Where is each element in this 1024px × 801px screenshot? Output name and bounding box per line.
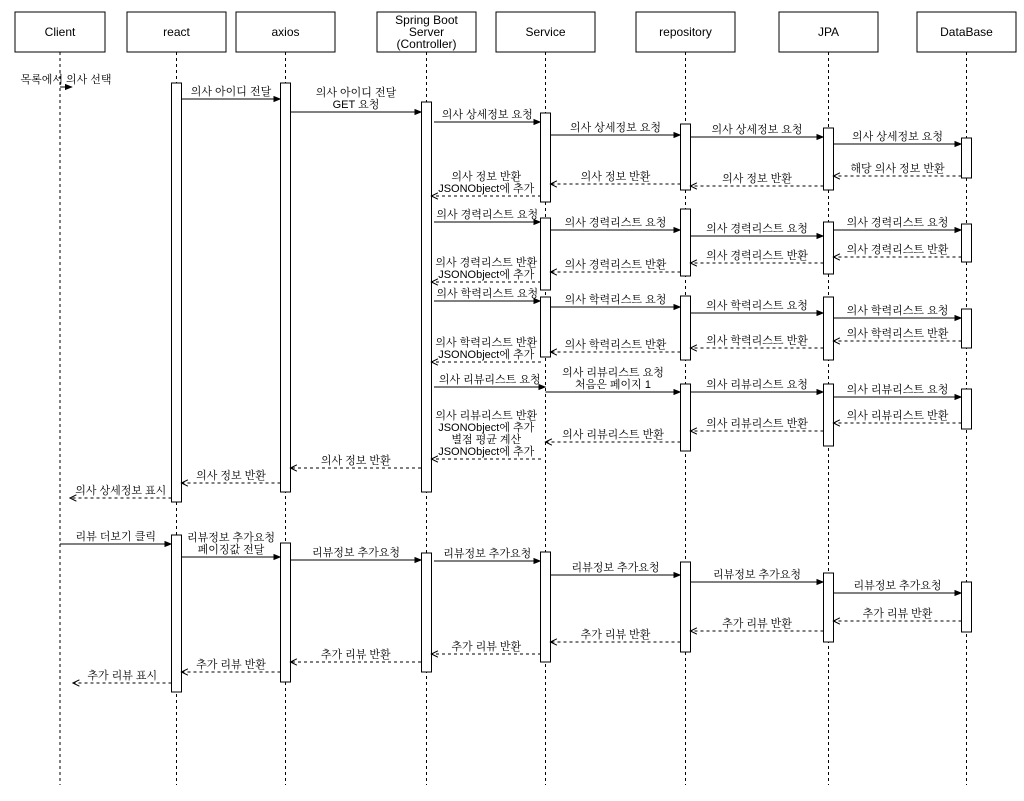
activation-bar-service	[541, 297, 551, 357]
message-13	[551, 215, 681, 230]
message-11	[432, 169, 542, 196]
message-label: 추가 리뷰 반환	[722, 618, 792, 630]
message-7	[834, 129, 962, 144]
message-label: 의사 경력리스트 요청	[706, 223, 808, 235]
message-label: 목록에서 의사 선택	[20, 74, 112, 86]
message-5	[551, 120, 681, 135]
participant-database	[917, 12, 1016, 52]
message-23	[834, 303, 962, 318]
message-20	[434, 286, 541, 301]
message-label: 의사 리뷰리스트 반환	[846, 410, 949, 422]
activation-bar-service	[541, 218, 551, 290]
message-40	[182, 530, 281, 557]
message-49	[432, 639, 542, 654]
message-label: 의사 경력리스트 요청	[436, 209, 539, 221]
message-18	[551, 257, 681, 272]
message-4	[434, 107, 541, 122]
activation-bar-jpa	[824, 384, 834, 446]
message-label: JSONObject에 추가	[438, 349, 535, 361]
message-28	[434, 372, 546, 387]
message-label: 의사 학력리스트 요청	[846, 305, 949, 317]
participant-label: (Controller)	[396, 37, 457, 51]
message-48	[551, 627, 681, 642]
activation-bar-react	[172, 83, 182, 502]
activation-bar-repository	[681, 124, 691, 190]
message-label: JSONObject에 추가	[438, 422, 535, 434]
message-label: 의사 학력리스트 반환	[564, 339, 667, 351]
message-29	[546, 365, 681, 392]
message-label: 추가 리뷰 반환	[451, 641, 522, 653]
message-label: 의사 경력리스트 반환	[706, 250, 808, 262]
message-label: 의사 경력리스트 반환	[435, 257, 538, 269]
message-label: 의사 학력리스트 반환	[435, 337, 538, 349]
message-label: 의사 리뷰리스트 요청	[706, 379, 808, 391]
participant-react	[127, 12, 226, 52]
message-9	[691, 171, 824, 186]
message-label: 의사 정보 반환	[320, 455, 391, 467]
participant-label: Spring Boot	[395, 13, 458, 27]
activation-bar-repository	[681, 562, 691, 652]
participant-label: Server	[408, 25, 445, 39]
message-22	[691, 298, 824, 313]
message-33	[691, 416, 824, 431]
message-42	[434, 546, 541, 561]
message-label: 해당 의사 정보 반환	[850, 163, 945, 175]
participant-label: repository	[659, 25, 712, 39]
message-label: 리뷰정보 추가요청	[853, 580, 942, 592]
activation-bar-database	[962, 582, 972, 632]
message-label: 추가 리뷰 표시	[87, 670, 158, 682]
message-32	[834, 408, 962, 423]
message-30	[691, 377, 824, 392]
message-41	[291, 545, 422, 560]
message-label: 의사 상세정보 표시	[75, 485, 167, 497]
message-label: 추가 리뷰 반환	[862, 608, 933, 620]
message-label: 페이징값 전달	[197, 544, 265, 556]
message-35	[432, 408, 542, 459]
message-44	[691, 567, 824, 582]
message-10	[551, 169, 681, 184]
message-21	[551, 292, 681, 307]
message-label: 추가 리뷰 반환	[196, 659, 266, 671]
message-label: 의사 상세정보 요청	[711, 124, 803, 136]
activation-bar-database	[962, 138, 972, 178]
message-label: 의사 정보 반환	[722, 173, 792, 185]
participant-label: JPA	[817, 25, 840, 39]
activation-bar-database	[962, 389, 972, 429]
activation-bar-repository	[681, 296, 691, 360]
message-27	[432, 335, 542, 362]
message-label: 의사 리뷰리스트 요청	[846, 384, 949, 396]
message-label: 리뷰정보 추가요청	[443, 548, 532, 560]
message-15	[834, 215, 962, 230]
participant-jpa	[779, 12, 878, 52]
message-label: 의사 아이디 전달	[315, 87, 397, 99]
message-label: 의사 아이디 전달	[190, 86, 272, 98]
participant-label: DataBase	[940, 25, 993, 39]
message-label: 의사 학력리스트 요청	[436, 288, 539, 300]
activation-bar-database	[962, 309, 972, 348]
message-label: 의사 리뷰리스트 요청	[438, 374, 541, 386]
message-label: 리뷰정보 추가요청	[712, 569, 802, 581]
message-6	[691, 122, 824, 137]
message-47	[691, 616, 824, 631]
activation-bar-repository	[681, 209, 691, 276]
participant-service	[496, 12, 595, 52]
participant-repository	[636, 12, 735, 52]
message-26	[551, 337, 681, 352]
message-label: 의사 상세정보 요청	[851, 131, 944, 143]
message-43	[551, 560, 681, 575]
message-label: 리뷰정보 추가요청	[186, 532, 276, 544]
message-label: 의사 리뷰리스트 반환	[435, 410, 538, 422]
activation-bar-jpa	[824, 297, 834, 360]
activation-bar-axios	[281, 83, 291, 492]
message-label: 의사 학력리스트 반환	[706, 335, 808, 347]
message-51	[182, 657, 281, 672]
message-label: 추가 리뷰 반환	[320, 649, 391, 661]
message-label: 의사 경력리스트 요청	[846, 217, 949, 229]
message-label: 의사 리뷰리스트 반환	[562, 429, 664, 441]
activation-bar-repository	[681, 384, 691, 451]
message-50	[291, 647, 422, 662]
activation-bar-react	[172, 535, 182, 692]
message-label: 별점 평균 계산	[451, 434, 522, 446]
activation-bar-jpa	[824, 573, 834, 642]
activation-bar-axios	[281, 543, 291, 682]
participant-client	[15, 12, 105, 52]
message-46	[834, 606, 962, 621]
activation-bar-controller	[422, 553, 432, 672]
activation-bar-jpa	[824, 128, 834, 190]
participant-label: react	[163, 25, 190, 39]
message-45	[834, 578, 962, 593]
message-label: 의사 상세정보 요청	[441, 109, 533, 121]
participant-axios	[236, 12, 335, 52]
message-label: 의사 경력리스트 요청	[564, 217, 667, 229]
message-label: 처음은 페이지 1	[575, 379, 651, 391]
message-36	[291, 453, 422, 468]
message-label: JSONObject에 추가	[438, 446, 535, 458]
message-label: 의사 경력리스트 반환	[564, 259, 667, 271]
message-label: 의사 학력리스트 요청	[706, 300, 808, 312]
activation-bar-controller	[422, 102, 432, 492]
message-52	[73, 668, 172, 683]
message-8	[834, 161, 962, 176]
message-label: 의사 상세정보 요청	[569, 122, 662, 134]
message-label: 의사 학력리스트 요청	[564, 294, 667, 306]
message-label: 추가 리뷰 반환	[580, 629, 651, 641]
message-1	[20, 72, 111, 87]
participant-controller	[377, 12, 476, 52]
message-label: JSONObject에 추가	[438, 269, 535, 281]
participant-label: axios	[271, 25, 300, 39]
message-17	[691, 248, 824, 263]
message-31	[834, 382, 962, 397]
message-3	[291, 85, 422, 112]
message-label: 의사 정보 반환	[196, 470, 266, 482]
message-label: 의사 리뷰리스트 요청	[562, 367, 664, 379]
message-label: 의사 정보 반환	[451, 171, 522, 183]
activation-bar-database	[962, 224, 972, 262]
message-label: 의사 경력리스트 반환	[846, 244, 949, 256]
message-12	[434, 207, 541, 222]
message-label: 의사 학력리스트 반환	[846, 328, 949, 340]
message-label: 의사 정보 반환	[580, 171, 651, 183]
message-14	[691, 221, 824, 236]
message-label: 리뷰정보 추가요청	[311, 547, 401, 559]
participant-headers	[15, 12, 1016, 52]
participant-label: Client	[44, 25, 76, 39]
message-38	[70, 483, 172, 498]
message-label: 의사 리뷰리스트 반환	[706, 418, 808, 430]
message-label: GET 요청	[332, 99, 380, 111]
message-16	[834, 242, 962, 257]
message-label: JSONObject에 추가	[438, 183, 535, 195]
messages	[20, 72, 961, 683]
message-19	[432, 255, 542, 282]
activation-bar-service	[541, 113, 551, 202]
message-37	[182, 468, 281, 483]
message-34	[546, 427, 681, 442]
message-2	[182, 84, 281, 99]
activation-bar-service	[541, 552, 551, 662]
message-39	[60, 529, 172, 544]
activation-bar-jpa	[824, 222, 834, 274]
message-24	[834, 326, 962, 341]
participant-label: Service	[525, 25, 566, 39]
message-label: 리뷰정보 추가요청	[571, 562, 660, 574]
message-label: 리뷰 더보기 클릭	[75, 531, 156, 543]
message-25	[691, 333, 824, 348]
